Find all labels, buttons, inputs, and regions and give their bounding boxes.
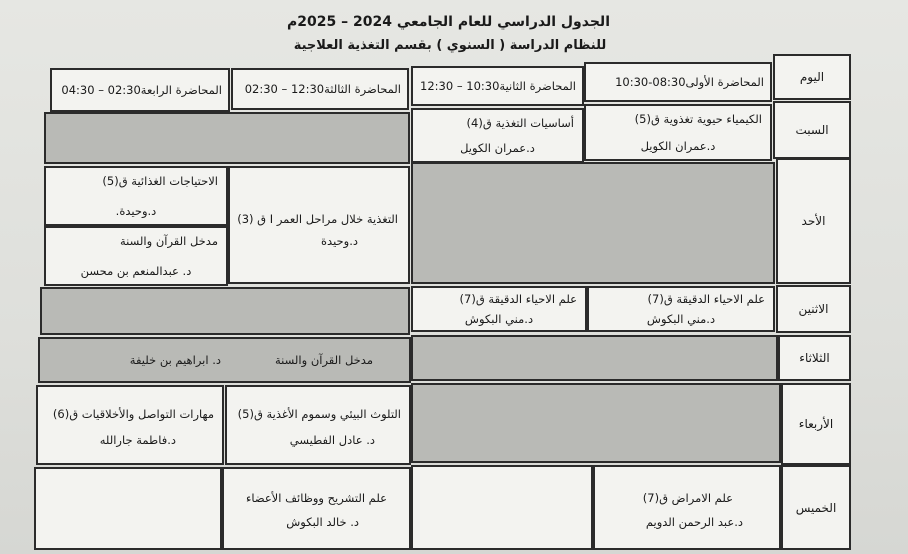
tue-lecture-course: مدخل القرآن والسنة [275,353,373,367]
tue-empty-block [411,335,778,381]
sat-lecture-2-course: أساسيات التغذية ق(4) [466,116,574,130]
day-monday-label: الاثنين [798,302,829,316]
sun-lecture-4-b [44,226,228,286]
day-sunday-label: الأحد [801,214,826,228]
header-lecture-1 [584,62,772,102]
thu-lecture-2-empty [411,465,593,550]
day-tuesday [778,335,851,381]
day-wednesday [781,383,851,465]
thu-lecture-3-course: علم التشريح ووظائف الأعضاء [245,491,387,505]
header-lecture-3-label: المحاضرة الثالثة12:30 – 02:30 [244,82,401,96]
thu-lecture-1-instructor: د.عبد الرحمن الدويم [645,515,743,529]
sun-lecture-4-b-course: مدخل القرآن والسنة [120,234,218,248]
header-lecture-4 [50,68,230,112]
header-lecture-3 [231,68,409,110]
schedule-title: الجدول الدراسي للعام الجامعي 2024 – 2025م [287,14,610,30]
sat-lecture-1 [584,104,772,161]
sun-lecture-3-course: التغذية خلال مراحل العمر I ق (3) [237,212,398,226]
tue-lecture-34 [38,337,411,383]
sun-empty-block [411,162,775,284]
mon-lecture-1-instructor: د.مني البكوش [646,312,716,326]
day-saturday [773,101,851,159]
wed-lecture-4 [36,385,224,465]
thu-lecture-1 [593,465,781,550]
header-lecture-4-label: المحاضرة الرابعة02:30 – 04:30 [61,83,222,97]
sun-lecture-4-a [44,166,228,226]
wed-lecture-3-course: التلوث البيئي وسموم الأغذية ق(5) [237,407,401,421]
wed-empty-block [411,383,781,463]
sun-lecture-4-b-instructor: د. عبدالمنعم بن محسن [80,264,192,278]
mon-lecture-1 [587,286,775,332]
day-monday [776,285,851,333]
day-thursday-label: الخميس [795,500,837,515]
thu-lecture-1-course: علم الامراض ق(7) [642,491,733,505]
sat-empty-block [44,112,410,164]
mon-lecture-1-course: علم الاحياء الدقيقة ق(7) [647,292,765,306]
day-thursday [781,465,851,550]
sun-lecture-4-a-course: الاحتياجات الغذائية ق(5) [102,174,218,188]
sat-lecture-1-course: الكيمياء حيوية تغذوية ق(5) [634,112,762,126]
wed-lecture-3 [225,385,411,465]
sun-lecture-3-instructor: د.وحيدة [321,234,358,248]
header-day [773,54,851,100]
thu-lecture-3 [222,467,411,550]
tue-lecture-instructor: د. ابراهيم بن خليفة [129,353,221,367]
mon-empty-block [40,287,410,335]
schedule-subtitle: للنظام الدراسة ( السنوي ) بقسم التغذية العلاجية [293,38,607,53]
sun-lecture-3 [228,166,410,284]
header-lecture-1-label: المحاضرة الأولى08:30-10:30 [615,75,764,89]
thu-lecture-3-instructor: د. خالد البكوش [286,515,359,529]
day-sunday [776,158,851,284]
sat-lecture-1-instructor: د.عمران الكويل [640,139,716,153]
wed-lecture-4-course: مهارات التواصل والأخلاقيات ق(6) [52,407,214,421]
sat-lecture-2 [411,108,584,163]
mon-lecture-2-course: علم الاحياء الدقيقة ق(7) [459,292,577,306]
thu-lecture-4-empty [34,467,222,550]
mon-lecture-2 [411,286,587,332]
sun-lecture-4-a-instructor: د.وحيدة. [115,204,157,218]
wed-lecture-3-instructor: د. عادل الفطيسي [289,433,375,447]
sat-lecture-2-instructor: د.عمران الكويل [460,141,535,155]
wed-lecture-4-instructor: د.فاطمة جارالله [99,433,176,447]
day-saturday-label: السبت [795,123,829,137]
day-tuesday-label: الثلاثاء [799,351,830,365]
header-day-label: اليوم [799,70,825,84]
header-lecture-2-label: المحاضرة الثانية10:30 – 12:30 [420,79,576,93]
header-lecture-2 [411,66,584,106]
mon-lecture-2-instructor: د.مني البكوش [464,312,534,326]
day-wednesday-label: الأربعاء [798,417,834,431]
